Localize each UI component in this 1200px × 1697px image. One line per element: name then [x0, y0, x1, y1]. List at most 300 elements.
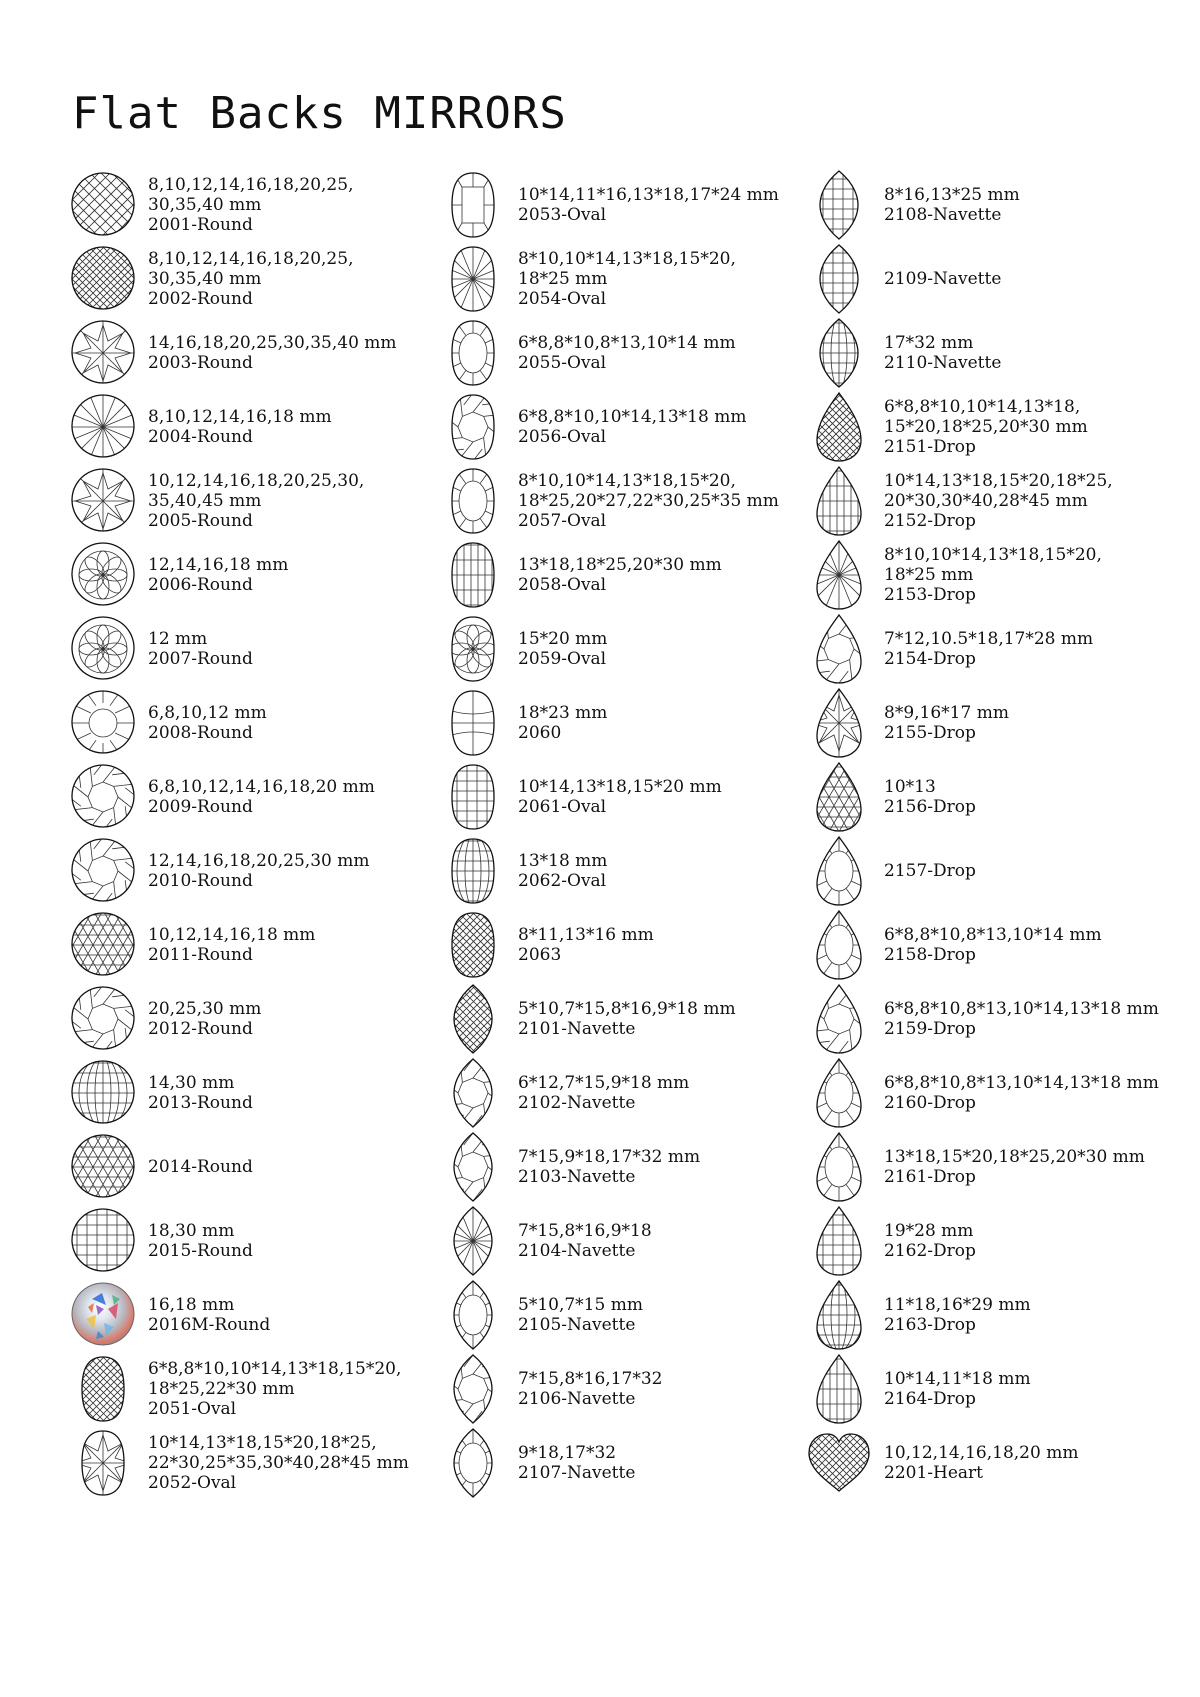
item-code: 2013-Round: [148, 1093, 253, 1113]
item-code: 2164-Drop: [884, 1389, 976, 1409]
catalog-item: [438, 387, 813, 467]
item-code: 2004-Round: [148, 427, 253, 447]
oval-ring-gem-icon: [438, 317, 508, 389]
item-sizes: 10*13: [884, 777, 936, 797]
navette-brilliant-gem-icon: [438, 1057, 508, 1129]
drop-brilliant-gem-icon: [804, 983, 874, 1055]
drop-striped-gem-icon: [804, 1353, 874, 1425]
item-sizes: 14,30 mm: [148, 1073, 235, 1093]
gem-figure: [438, 1279, 508, 1351]
round-globe-gem-icon: [68, 1057, 138, 1129]
item-sizes: 8*9,16*17 mm: [884, 703, 1009, 723]
item-code: 2005-Round: [148, 511, 253, 531]
item-code: 2155-Drop: [884, 723, 976, 743]
item-sizes: 18,30 mm: [148, 1221, 235, 1241]
item-label: [518, 925, 654, 965]
gem-figure: [438, 539, 508, 611]
item-label: [518, 851, 607, 891]
item-label: [884, 545, 1102, 605]
gem-figure: [68, 687, 138, 759]
page-title: Flat Backs MIRRORS: [72, 88, 567, 139]
item-code: 2102-Navette: [518, 1093, 636, 1113]
drop-globe-gem-icon: [804, 1279, 874, 1351]
gem-figure: [68, 539, 138, 611]
gem-figure: [804, 613, 874, 685]
gem-figure: [804, 1131, 874, 1203]
drop-ring-gem-icon: [804, 835, 874, 907]
item-sizes: 6*8,8*10,10*14,13*18,15*20, 18*25,22*30 mm: [148, 1359, 402, 1399]
catalog-item: [804, 535, 1179, 615]
item-sizes: 6*8,8*10,10*14,13*18, 15*20,18*25,20*30 mm: [884, 397, 1088, 437]
item-sizes: 18*23 mm: [518, 703, 608, 723]
drop-ring-gem-icon: [804, 1057, 874, 1129]
item-code: 2107-Navette: [518, 1463, 636, 1483]
catalog-item: [68, 1053, 443, 1133]
item-label: [148, 1221, 253, 1261]
item-sizes: 13*18,18*25,20*30 mm: [518, 555, 722, 575]
catalog-item: [804, 1053, 1179, 1133]
oval-crosshatch-gem-icon: [438, 909, 508, 981]
item-sizes: 10,12,14,16,18,20 mm: [884, 1443, 1079, 1463]
item-code: 2010-Round: [148, 871, 253, 891]
item-sizes: 6,8,10,12,14,16,18,20 mm: [148, 777, 375, 797]
item-code: 2156-Drop: [884, 797, 976, 817]
catalog-item: [438, 979, 813, 1059]
item-code: 2063: [518, 945, 562, 965]
item-sizes: 10*14,13*18,15*20,18*25, 20*30,30*40,28*45 mm: [884, 471, 1113, 511]
item-label: [884, 1147, 1145, 1187]
catalog-item: [804, 609, 1179, 689]
item-code: 2163-Drop: [884, 1315, 976, 1335]
gem-figure: [68, 1279, 138, 1351]
catalog-item: [438, 239, 813, 319]
round-star-gem-icon: [68, 465, 138, 537]
gem-figure: [804, 169, 874, 241]
oval-grid-gem-icon: [438, 761, 508, 833]
item-label: [518, 471, 779, 531]
item-sizes: 14,16,18,20,25,30,35,40 mm: [148, 333, 397, 353]
catalog-item: [68, 609, 443, 689]
navette-crosshatch-gem-icon: [438, 983, 508, 1055]
item-code: 2051-Oval: [148, 1399, 237, 1419]
item-code: 2110-Navette: [884, 353, 1002, 373]
gem-figure: [68, 1427, 138, 1499]
item-sizes: 7*12,10.5*18,17*28 mm: [884, 629, 1094, 649]
catalog-item: [804, 1201, 1179, 1281]
item-label: [884, 861, 976, 881]
round-rays-gem-icon: [68, 391, 138, 463]
catalog-item: [68, 1201, 443, 1281]
item-label: [518, 1147, 700, 1187]
item-label: [148, 407, 332, 447]
catalog-item: [438, 1423, 813, 1503]
item-label: [884, 1443, 1078, 1483]
item-code: 2058-Oval: [518, 575, 607, 595]
gem-figure: [804, 317, 874, 389]
item-label: [884, 397, 1088, 457]
item-label: [148, 629, 253, 669]
catalog-item: [68, 979, 443, 1059]
item-code: 2162-Drop: [884, 1241, 976, 1261]
gem-figure: [804, 687, 874, 759]
item-sizes: 8*11,13*16 mm: [518, 925, 654, 945]
item-sizes: 6*8,8*10,8*13,10*14,13*18 mm: [884, 1073, 1159, 1093]
item-sizes: 6*8,8*10,8*13,10*14,13*18 mm: [884, 999, 1159, 1019]
oval-rays-gem-icon: [438, 243, 508, 315]
catalog-item: [68, 831, 443, 911]
item-label: [148, 999, 261, 1039]
item-label: [518, 555, 722, 595]
item-label: [884, 703, 1009, 743]
item-sizes: 10,12,14,16,18 mm: [148, 925, 316, 945]
item-code: 2055-Oval: [518, 353, 607, 373]
item-code: 2152-Drop: [884, 511, 976, 531]
catalog-item: [438, 609, 813, 689]
item-sizes: 13*18 mm: [518, 851, 608, 871]
item-sizes: 13*18,15*20,18*25,20*30 mm: [884, 1147, 1145, 1167]
item-code: 2062-Oval: [518, 871, 607, 891]
gem-figure: [438, 169, 508, 241]
item-label: [518, 1295, 643, 1335]
item-sizes: 6,8,10,12 mm: [148, 703, 267, 723]
item-label: [148, 1073, 253, 1113]
item-label: [884, 1295, 1031, 1335]
oval-brilliant-gem-icon: [438, 391, 508, 463]
catalog-item: [438, 313, 813, 393]
gem-figure: [438, 243, 508, 315]
item-sizes: 8*16,13*25 mm: [884, 185, 1020, 205]
gem-figure: [804, 1205, 874, 1277]
item-sizes: 15*20 mm: [518, 629, 608, 649]
item-sizes: 8,10,12,14,16,18,20,25, 30,35,40 mm: [148, 249, 354, 289]
item-code: 2008-Round: [148, 723, 253, 743]
gem-figure: [68, 169, 138, 241]
catalog-item: [804, 979, 1179, 1059]
gem-figure: [804, 1427, 874, 1499]
gem-figure: [804, 539, 874, 611]
item-code: 2157-Drop: [884, 861, 976, 881]
catalog-item: [438, 683, 813, 763]
item-code: 2015-Round: [148, 1241, 253, 1261]
item-label: [148, 777, 375, 817]
catalog-item: [68, 313, 443, 393]
drop-triangle-gem-icon: [804, 761, 874, 833]
catalog-item: [804, 313, 1179, 393]
round-flower-gem-icon: [68, 613, 138, 685]
drop-grid-gem-icon: [804, 1205, 874, 1277]
gem-figure: [438, 391, 508, 463]
item-sizes: 10*14,11*18 mm: [884, 1369, 1031, 1389]
item-sizes: 17*32 mm: [884, 333, 974, 353]
gem-figure: [438, 1353, 508, 1425]
catalog-item: [68, 461, 443, 541]
gem-figure: [804, 835, 874, 907]
gem-figure: [68, 761, 138, 833]
gem-figure: [68, 1205, 138, 1277]
item-label: [148, 249, 353, 309]
item-label: [148, 925, 315, 965]
item-label: [148, 1157, 253, 1177]
item-sizes: 7*15,8*16,17*32: [518, 1369, 663, 1389]
item-label: [518, 629, 607, 669]
catalog-item: [438, 1275, 813, 1355]
round-brilliant-gem-icon: [68, 835, 138, 907]
catalog-item: [68, 387, 443, 467]
item-code: 2002-Round: [148, 289, 253, 309]
gem-figure: [68, 243, 138, 315]
item-code: 2154-Drop: [884, 649, 976, 669]
item-sizes: 6*12,7*15,9*18 mm: [518, 1073, 690, 1093]
item-code: 2159-Drop: [884, 1019, 976, 1039]
gem-figure: [804, 391, 874, 463]
item-sizes: 6*8,8*10,8*13,10*14 mm: [518, 333, 736, 353]
item-sizes: 7*15,8*16,9*18: [518, 1221, 652, 1241]
item-sizes: 7*15,9*18,17*32 mm: [518, 1147, 701, 1167]
gem-figure: [804, 1057, 874, 1129]
item-code: 2012-Round: [148, 1019, 253, 1039]
gem-figure: [438, 613, 508, 685]
item-code: 2014-Round: [148, 1157, 253, 1177]
item-label: [518, 777, 722, 817]
item-label: [148, 471, 364, 531]
gem-figure: [68, 909, 138, 981]
catalog-item: [804, 757, 1179, 837]
gem-figure: [438, 909, 508, 981]
catalog-item: [438, 1349, 813, 1429]
catalog-item: [804, 1349, 1179, 1429]
item-label: [518, 333, 736, 373]
item-sizes: 20,25,30 mm: [148, 999, 262, 1019]
item-label: [518, 185, 779, 225]
item-sizes: 8*10,10*14,13*18,15*20, 18*25,20*27,22*30,25*35 mm: [518, 471, 779, 511]
item-code: 2106-Navette: [518, 1389, 636, 1409]
catalog-item: [804, 165, 1179, 245]
gem-figure: [804, 909, 874, 981]
catalog-item: [438, 535, 813, 615]
gem-figure: [68, 1353, 138, 1425]
navette-brilliant-gem-icon: [438, 1131, 508, 1203]
item-sizes: 6*8,8*10,10*14,13*18 mm: [518, 407, 747, 427]
gem-figure: [804, 1279, 874, 1351]
item-sizes: 10*14,11*16,13*18,17*24 mm: [518, 185, 779, 205]
item-code: 2153-Drop: [884, 585, 976, 605]
item-code: 2104-Navette: [518, 1241, 636, 1261]
navette-grid-gem-icon: [804, 169, 874, 241]
gem-figure: [438, 687, 508, 759]
item-code: 2054-Oval: [518, 289, 607, 309]
round-triangle-gem-icon: [68, 909, 138, 981]
item-code: 2151-Drop: [884, 437, 976, 457]
round-brilliant-gem-icon: [68, 761, 138, 833]
item-sizes: 12,14,16,18 mm: [148, 555, 289, 575]
catalog-item: [68, 757, 443, 837]
item-sizes: 9*18,17*32: [518, 1443, 617, 1463]
navette-ring-gem-icon: [438, 1427, 508, 1499]
item-code: 2006-Round: [148, 575, 253, 595]
gem-figure: [68, 317, 138, 389]
catalog-item: [68, 1423, 443, 1503]
item-label: [884, 1073, 1159, 1113]
round-crosshatch-gem-icon: [68, 169, 138, 241]
gem-figure: [804, 1353, 874, 1425]
oval-emerald-gem-icon: [438, 169, 508, 241]
item-code: 2007-Round: [148, 649, 253, 669]
item-label: [518, 1369, 662, 1409]
drop-brilliant-gem-icon: [804, 613, 874, 685]
round-star-gem-icon: [68, 317, 138, 389]
item-code: 2056-Oval: [518, 427, 607, 447]
navette-rays-gem-icon: [438, 1205, 508, 1277]
item-code: 2160-Drop: [884, 1093, 976, 1113]
item-code: 2011-Round: [148, 945, 253, 965]
item-sizes: 8,10,12,14,16,18 mm: [148, 407, 332, 427]
item-label: [884, 269, 1001, 289]
gem-figure: [438, 761, 508, 833]
item-label: [518, 703, 607, 743]
item-code: 2016M-Round: [148, 1315, 271, 1335]
item-sizes: 10*14,13*18,15*20 mm: [518, 777, 722, 797]
item-sizes: 10*14,13*18,15*20,18*25, 22*30,25*35,30*40,28*45 mm: [148, 1433, 409, 1473]
drop-ring-gem-icon: [804, 1131, 874, 1203]
catalog-item: [804, 1127, 1179, 1207]
gem-figure: [438, 317, 508, 389]
gem-figure: [438, 1427, 508, 1499]
oval-crosshatch-gem-icon: [68, 1353, 138, 1425]
item-label: [518, 1073, 689, 1113]
item-code: 2052-Oval: [148, 1473, 237, 1493]
gem-figure: [438, 983, 508, 1055]
item-label: [884, 777, 976, 817]
catalog-item: [438, 1127, 813, 1207]
oval-flower-gem-icon: [438, 613, 508, 685]
gem-figure: [438, 465, 508, 537]
gem-figure: [438, 1205, 508, 1277]
catalog-item: [438, 757, 813, 837]
catalog-item: [68, 535, 443, 615]
catalog-item: [68, 1127, 443, 1207]
item-sizes: 8,10,12,14,16,18,20,25, 30,35,40 mm: [148, 175, 354, 215]
gem-figure: [68, 1131, 138, 1203]
round-fine-crosshatch-gem-icon: [68, 243, 138, 315]
item-label: [148, 1295, 270, 1335]
item-code: 2101-Navette: [518, 1019, 636, 1039]
drop-ring-gem-icon: [804, 909, 874, 981]
gem-figure: [68, 1057, 138, 1129]
item-sizes: 12,14,16,18,20,25,30 mm: [148, 851, 370, 871]
item-label: [518, 1443, 635, 1483]
item-code: 2003-Round: [148, 353, 253, 373]
gem-figure: [68, 983, 138, 1055]
catalog-item: [804, 683, 1179, 763]
item-label: [148, 703, 267, 743]
drop-rays-gem-icon: [804, 539, 874, 611]
item-label: [884, 629, 1093, 669]
item-label: [884, 471, 1113, 531]
item-code: 2108-Navette: [884, 205, 1002, 225]
item-code: 2059-Oval: [518, 649, 607, 669]
item-code: 2201-Heart: [884, 1463, 983, 1483]
gem-figure: [804, 761, 874, 833]
item-sizes: 12 mm: [148, 629, 208, 649]
catalog-item: [438, 461, 813, 541]
gem-figure: [68, 613, 138, 685]
oval-ring-gem-icon: [438, 465, 508, 537]
item-label: [148, 555, 288, 595]
item-label: [518, 1221, 652, 1261]
item-sizes: 11*18,16*29 mm: [884, 1295, 1031, 1315]
oval-striped-gem-icon: [438, 539, 508, 611]
gem-figure: [804, 465, 874, 537]
item-label: [884, 185, 1020, 225]
gem-figure: [68, 391, 138, 463]
item-code: 2057-Oval: [518, 511, 607, 531]
round-ring-gem-icon: [68, 687, 138, 759]
drop-star-gem-icon: [804, 687, 874, 759]
item-label: [148, 851, 370, 891]
gem-figure: [438, 1131, 508, 1203]
gem-figure: [804, 983, 874, 1055]
item-sizes: 5*10,7*15 mm: [518, 1295, 643, 1315]
catalog-item: [804, 1275, 1179, 1355]
item-label: [884, 333, 1001, 373]
item-code: 2105-Navette: [518, 1315, 636, 1335]
gem-figure: [68, 835, 138, 907]
gem-figure: [438, 1057, 508, 1129]
item-sizes: 8*10,10*14,13*18,15*20, 18*25 mm: [518, 249, 736, 289]
catalog-item: [68, 905, 443, 985]
drop-crosshatch-gem-icon: [804, 391, 874, 463]
item-code: 2001-Round: [148, 215, 253, 235]
navette-globe-gem-icon: [804, 317, 874, 389]
gem-figure: [438, 835, 508, 907]
item-code: 2158-Drop: [884, 945, 976, 965]
item-code: 2161-Drop: [884, 1167, 976, 1187]
item-code: 2009-Round: [148, 797, 253, 817]
item-sizes: 16,18 mm: [148, 1295, 235, 1315]
navette-grid-gem-icon: [804, 243, 874, 315]
oval-star-gem-icon: [68, 1427, 138, 1499]
catalog-item: [68, 1275, 443, 1355]
item-label: [148, 1359, 401, 1419]
item-code: 2060: [518, 723, 562, 743]
catalog-item: [438, 905, 813, 985]
navette-ring-gem-icon: [438, 1279, 508, 1351]
item-sizes: 5*10,7*15,8*16,9*18 mm: [518, 999, 736, 1019]
catalog-item: [804, 387, 1179, 467]
item-label: [884, 999, 1159, 1039]
catalog-item: [804, 905, 1179, 985]
item-label: [148, 175, 353, 235]
item-label: [518, 999, 736, 1039]
catalog-item: [804, 461, 1179, 541]
catalog-item: [68, 239, 443, 319]
item-sizes: 6*8,8*10,8*13,10*14 mm: [884, 925, 1102, 945]
item-code: 2109-Navette: [884, 269, 1002, 289]
item-label: [148, 333, 397, 373]
drop-striped-gem-icon: [804, 465, 874, 537]
item-label: [884, 925, 1102, 965]
round-brilliant-gem-icon: [68, 983, 138, 1055]
item-sizes: 8*10,10*14,13*18,15*20, 18*25 mm: [884, 545, 1102, 585]
oval-globe-gem-icon: [438, 835, 508, 907]
round-ab-crystal-gem-icon: [68, 1279, 138, 1351]
heart-crosshatch-gem-icon: [804, 1427, 874, 1499]
item-label: [518, 249, 736, 309]
catalog-item: [804, 1423, 1179, 1503]
round-triangle-gem-icon: [68, 1131, 138, 1203]
catalog-item: [438, 1053, 813, 1133]
catalog-item: [68, 683, 443, 763]
